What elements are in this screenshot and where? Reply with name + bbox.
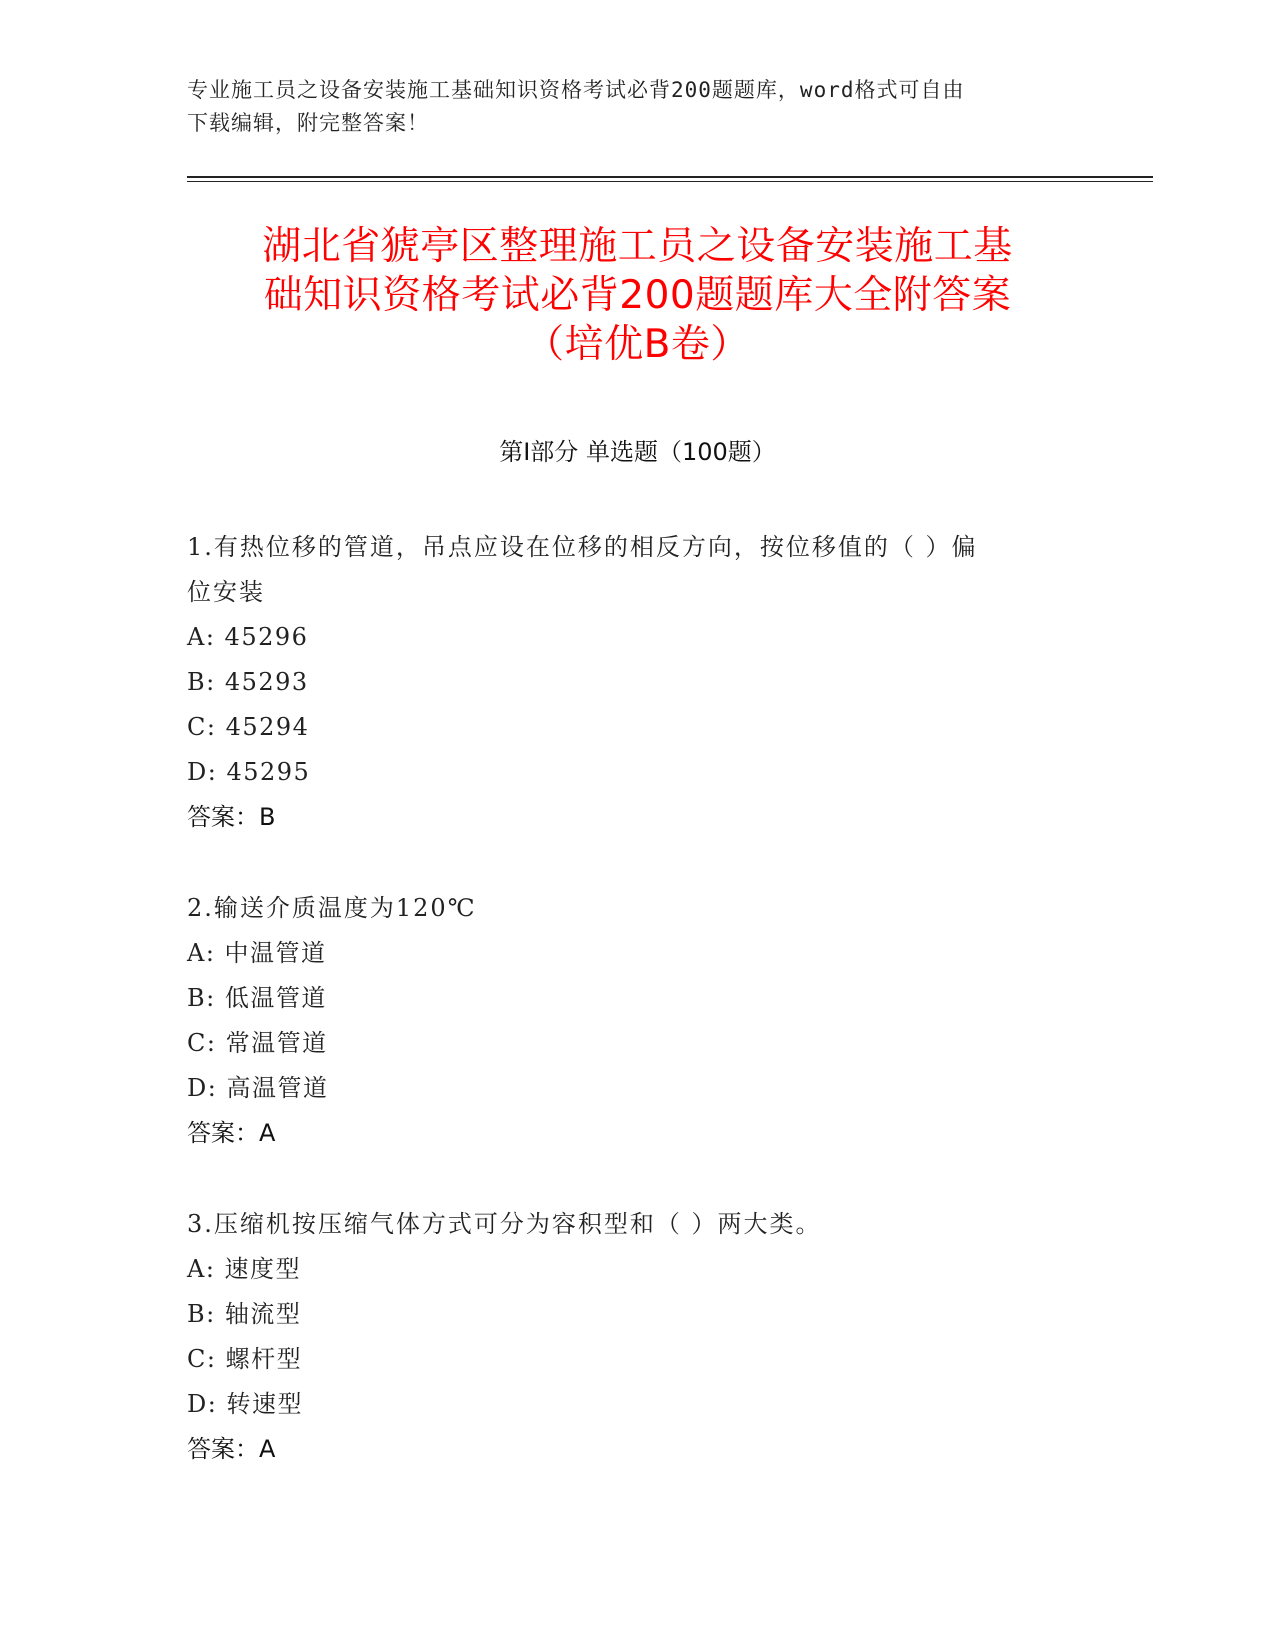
header-divider-thick [187, 176, 1153, 178]
question-stem-line-1: 3.压缩机按压缩气体方式可分为容积型和（ ）两大类。 [187, 1210, 822, 1238]
document-title-line-3: （培优B卷） [525, 322, 750, 367]
option-c: C: 常温管道 [187, 1029, 328, 1057]
question-stem [187, 525, 1087, 615]
option-d: D: 45295 [187, 758, 311, 786]
option-c: C: 45294 [187, 713, 310, 741]
question-list [187, 525, 1087, 1518]
option-a: A: 45296 [187, 623, 309, 651]
header-note [187, 74, 1087, 140]
option-d: D: 高温管道 [187, 1074, 329, 1102]
header-divider-thin [187, 181, 1153, 182]
option-a: A: 中温管道 [187, 939, 327, 967]
question-item [187, 886, 1087, 1156]
option-d: D: 转速型 [187, 1390, 303, 1418]
option-b: B: 45293 [187, 668, 309, 696]
option-b: B: 低温管道 [187, 984, 327, 1012]
answer-line: 答案：A [187, 1119, 276, 1147]
header-note-line-2: 下载编辑，附完整答案！ [187, 111, 429, 135]
option-b: B: 轴流型 [187, 1300, 302, 1328]
document-title-line-1: 湖北省猇亭区整理施工员之设备安装施工基 [262, 224, 1013, 269]
question-stem [187, 886, 1087, 931]
question-stem-line-1: 2.输送介质温度为120℃ [187, 894, 477, 922]
option-c: C: 螺杆型 [187, 1345, 303, 1373]
header-note-line-1: 专业施工员之设备安装施工基础知识资格考试必背200题题库，word格式可自由 [187, 78, 965, 102]
question-stem-line-1: 1.有热位移的管道，吊点应设在位移的相反方向，按位移值的（ ）偏 [187, 533, 978, 561]
option-a: A: 速度型 [187, 1255, 302, 1283]
question-stem-line-2: 位安装 [187, 578, 265, 606]
document-title-line-2: 础知识资格考试必背200题题库大全附答案 [263, 273, 1012, 318]
document-title [150, 222, 1125, 369]
answer-line: 答案：A [187, 1435, 276, 1463]
question-item [187, 525, 1087, 840]
section-heading: 第I部分 单选题（100题） [499, 438, 776, 466]
question-item [187, 1202, 1087, 1472]
question-stem [187, 1202, 1087, 1247]
answer-line: 答案：B [187, 803, 276, 831]
